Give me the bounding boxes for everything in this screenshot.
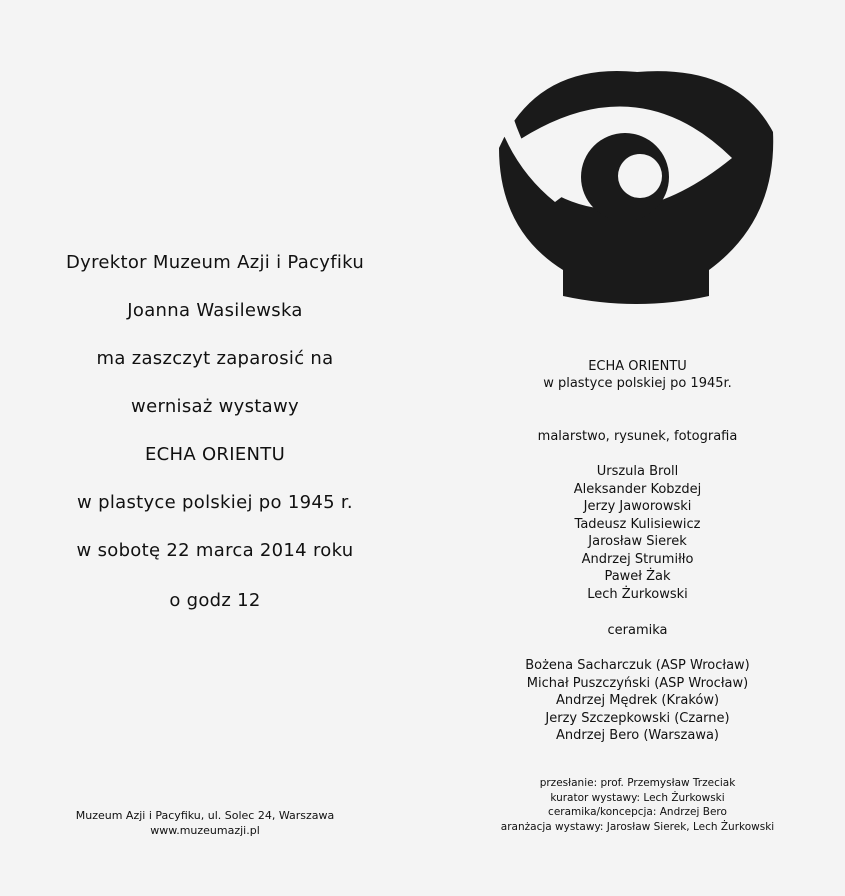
- credit-line: ceramika/koncepcja: Andrzej Bero: [548, 806, 727, 818]
- list-item: Andrzej Strumiłło: [581, 551, 694, 567]
- eye-bowl-logo-icon: [497, 70, 775, 308]
- vernissage-line: wernisaż wystawy: [131, 396, 299, 417]
- director-line: Dyrektor Muzeum Azji i Pacyfiku: [65, 252, 365, 273]
- event-time: o godz 12: [169, 590, 261, 611]
- credit-line: przesłanie: prof. Przemysław Trzeciak: [539, 777, 736, 789]
- ceramics-heading: ceramika: [607, 623, 668, 638]
- invite-phrase: ma zaszczyt zaparosić na: [96, 348, 334, 369]
- list-item: Michał Puszczyński (ASP Wrocław): [526, 675, 749, 691]
- exhibition-title-right: ECHA ORIENTU: [588, 359, 687, 374]
- list-item: Jerzy Szczepkowski (Czarne): [545, 710, 730, 726]
- list-item: Tadeusz Kulisiewicz: [574, 516, 701, 532]
- list-item: Paweł Żak: [604, 569, 671, 584]
- list-item: Bożena Sacharczuk (ASP Wrocław): [525, 658, 750, 673]
- event-date: w sobotę 22 marca 2014 roku: [76, 540, 354, 561]
- disciplines: malarstwo, rysunek, fotografia: [537, 429, 738, 444]
- credit-line: kurator wystawy: Lech Żurkowski: [550, 791, 725, 804]
- museum-address: Muzeum Azji i Pacyfiku, ul. Solec 24, Warszawa: [75, 809, 335, 822]
- list-item: Jerzy Jaworowski: [583, 499, 692, 514]
- list-item: Jarosław Sierek: [588, 534, 687, 549]
- exhibition-title: ECHA ORIENTU: [144, 444, 286, 465]
- list-item: Urszula Broll: [596, 464, 679, 479]
- exhibition-subtitle-right: w plastyce polskiej po 1945r.: [543, 376, 732, 391]
- list-item: Aleksander Kobzdej: [573, 481, 702, 497]
- credit-line: aranżacja wystawy: Jarosław Sierek, Lech Żurkowski: [500, 820, 775, 833]
- director-name: Joanna Wasilewska: [127, 300, 303, 321]
- list-item: Andrzej Bero (Warszawa): [556, 728, 719, 743]
- list-item: Andrzej Mędrek (Kraków): [555, 693, 720, 708]
- exhibition-subtitle: w plastyce polskiej po 1945 r.: [77, 492, 353, 513]
- list-item: Lech Żurkowski: [587, 586, 688, 602]
- exhibition-panel: [430, 0, 845, 896]
- museum-website: www.muzeumazji.pl: [150, 824, 260, 837]
